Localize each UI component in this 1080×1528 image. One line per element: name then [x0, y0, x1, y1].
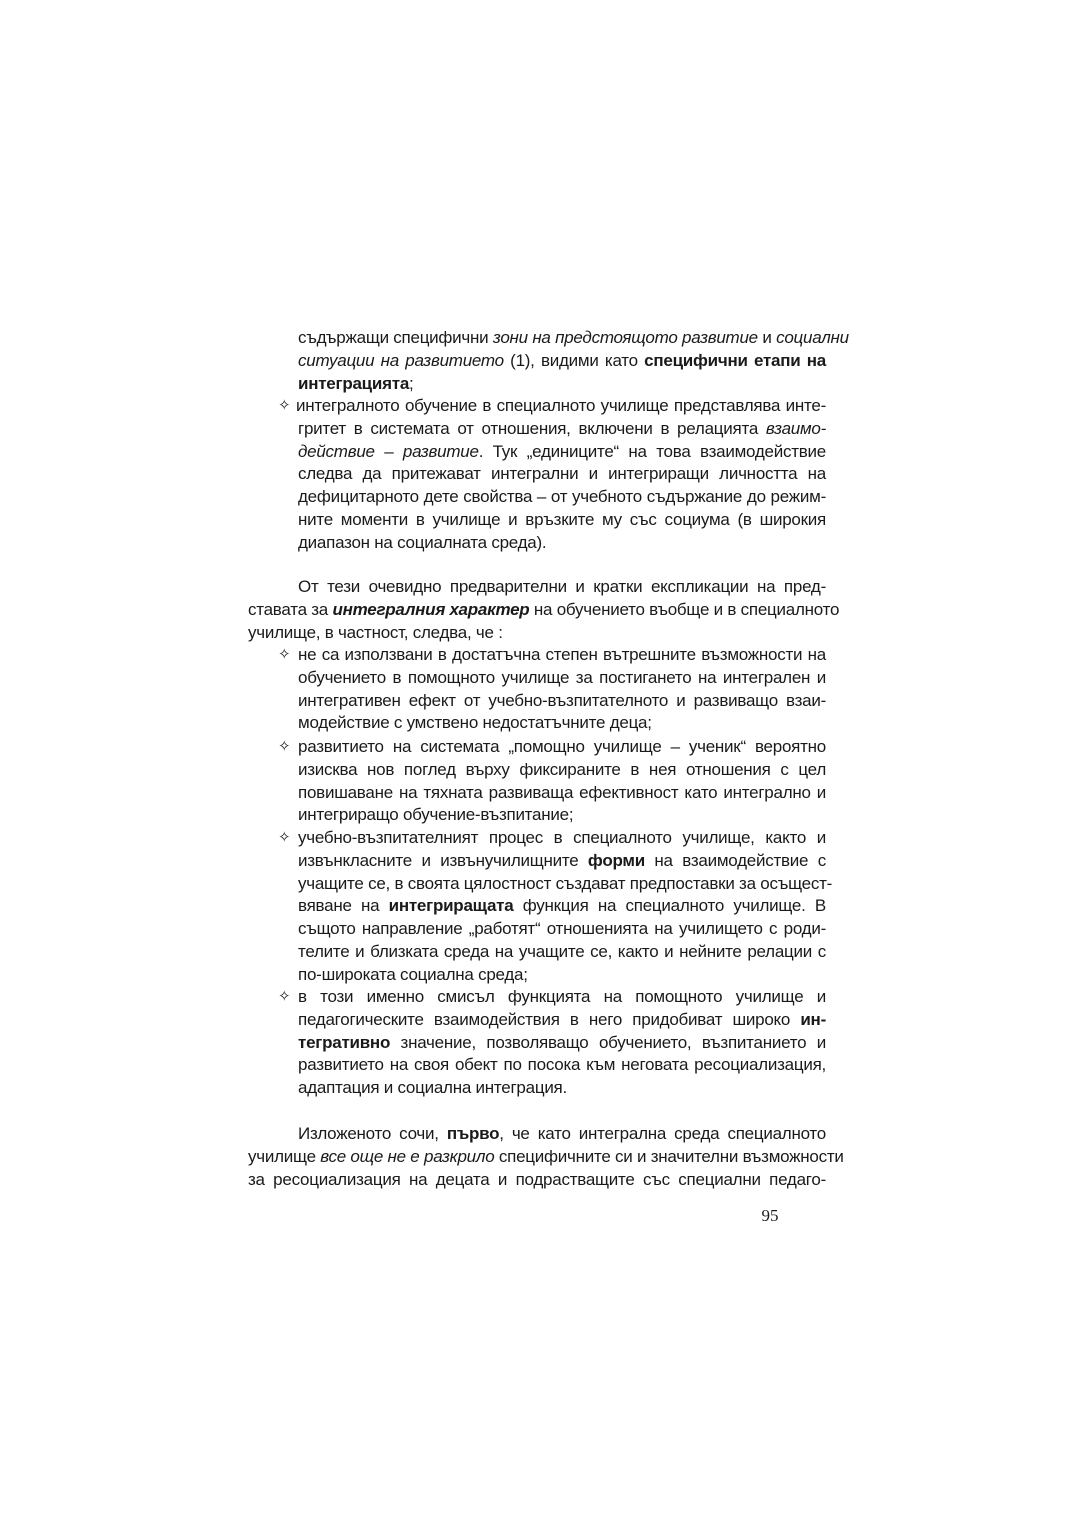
- text-line: [298, 826, 826, 849]
- text-segment: специфични етапи на: [644, 350, 826, 370]
- text-line: [298, 485, 826, 508]
- text-segment: съдържащи специфични: [298, 328, 493, 347]
- text-segment: на обучението въобще и в специалното: [529, 599, 840, 619]
- text-segment: по-широката социална среда;: [298, 964, 528, 984]
- text-line: [298, 689, 826, 712]
- text-segment: ставата за: [248, 599, 333, 619]
- text-line: [298, 349, 826, 372]
- text-line: [298, 575, 826, 598]
- text-line: [298, 1122, 826, 1145]
- text-line: [298, 440, 826, 463]
- text-line: [298, 1008, 826, 1031]
- text-segment: телите и близката среда на учащите се, както и нейните релации с: [298, 942, 826, 961]
- text-segment: форми: [587, 850, 645, 870]
- text-line: [298, 462, 826, 485]
- text-line: [298, 326, 849, 349]
- text-segment: ситуации на развитието: [298, 350, 504, 370]
- text-segment: , че като интегрална среда специалното: [499, 1124, 826, 1143]
- text-segment: интегративен ефект от учебно-възпитателното и развиващо взаи-: [298, 690, 826, 710]
- four-point-star-icon: ✧: [278, 646, 291, 663]
- text-segment: интеграцията: [298, 373, 410, 393]
- text-segment: педагогическите взаимодействия в него придобиват широко: [298, 1009, 801, 1029]
- text-line: [298, 985, 826, 1008]
- text-segment: действие – развитие: [298, 441, 479, 461]
- text-segment: адаптация и социална интеграция.: [298, 1078, 567, 1098]
- text-segment: първо: [446, 1124, 500, 1143]
- text-segment: ин-: [800, 1009, 826, 1029]
- text-line: [298, 508, 826, 531]
- text-segment: следва да притежават интегрални и интегриращи личността на: [298, 464, 826, 484]
- text-segment: вяване на: [298, 896, 389, 916]
- text-segment: тегративно: [298, 1032, 391, 1052]
- text-segment: училище: [248, 1146, 321, 1166]
- text-segment: все още не е разкрило: [320, 1146, 495, 1166]
- text-line: [298, 1031, 826, 1054]
- text-line: [298, 372, 826, 395]
- text-line: [298, 711, 826, 734]
- text-segment: социални: [776, 328, 849, 347]
- text-line: [298, 735, 826, 758]
- four-point-star-icon: ✧: [278, 988, 291, 1005]
- text-segment: в този именно смисъл функцията на помощното училище и: [298, 987, 826, 1006]
- text-line: [298, 963, 826, 986]
- text-segment: интегралния характер: [332, 599, 530, 619]
- text-line: [298, 531, 826, 554]
- text-segment: изисква нов поглед върху фиксираните в нея отношения с цел: [298, 759, 826, 779]
- text-line: [298, 417, 826, 440]
- text-line: [298, 872, 833, 895]
- text-line: [298, 666, 826, 689]
- text-segment: същото направление „работят“ отношенията на училището с роди-: [298, 919, 826, 939]
- text-segment: интегриращата: [388, 896, 514, 916]
- text-line: [298, 643, 826, 666]
- text-line: [298, 1053, 826, 1076]
- text-line: [298, 849, 826, 872]
- text-segment: повишаване на тяхната развиваща ефективност като интегрално и: [298, 782, 826, 802]
- text-segment: (1), видими като: [503, 350, 645, 370]
- text-line: [298, 803, 826, 826]
- text-segment: интегриращо обучение-възпитание;: [298, 805, 574, 825]
- text-segment: дефицитарното дете свойства – от учебното съдържание до режим-: [298, 487, 826, 507]
- page-number: 95: [761, 1206, 779, 1225]
- text-segment: учебно-възпитателният процес в специалното училище, както и: [298, 828, 826, 847]
- text-segment: Изложеното сочи,: [298, 1124, 447, 1143]
- text-segment: и: [757, 328, 777, 347]
- four-point-star-icon: ✧: [278, 829, 291, 846]
- text-line: [248, 598, 840, 621]
- text-segment: . Тук „единиците“ на това взаимодействие: [478, 441, 826, 461]
- text-segment: функция на специалното училище. В: [513, 896, 826, 916]
- text-segment: не са използвани в достатъчна степен вътрешните възможности на: [298, 645, 826, 664]
- text-segment: специфичните си и значителни възможности: [494, 1146, 844, 1166]
- text-segment: взаимо-: [765, 418, 826, 438]
- text-line: [296, 394, 826, 417]
- text-segment: ните моменти в училище и връзките му със социума (в широкия: [298, 510, 826, 529]
- text-line: [298, 940, 826, 963]
- text-line: [248, 621, 826, 644]
- text-line: [248, 1145, 844, 1168]
- four-point-star-icon: ✧: [278, 397, 291, 414]
- text-segment: развитието на системата „помощно училище – ученик“ вероятно: [298, 737, 826, 756]
- text-segment: интегралното обучение в специалното училище представлява инте-: [296, 396, 826, 415]
- text-segment: диапазон на социалната среда).: [298, 532, 547, 552]
- text-line: [298, 917, 826, 940]
- text-segment: значение, позволяващо обучението, възпитанието и: [390, 1032, 826, 1052]
- text-segment: на взаимодействие с: [644, 850, 826, 870]
- text-segment: обучението в помощното училище за постигането на интегрален и: [298, 667, 826, 687]
- text-segment: развитието на своя обект по посока към неговата ресоциализация,: [298, 1055, 826, 1075]
- four-point-star-icon: ✧: [278, 738, 291, 755]
- text-segment: зони на предстоящото развитие: [492, 328, 758, 347]
- text-segment: От тези очевидно предварителни и кратки експликации на пред-: [298, 577, 826, 596]
- text-segment: ;: [409, 373, 414, 393]
- text-segment: модействие с умствено недостатъчните деца;: [298, 713, 652, 733]
- text-line: [298, 781, 826, 804]
- text-segment: училище, в частност, следва, че :: [248, 622, 503, 642]
- text-segment: учащите се, в своята цялостност създават предпоставки за осъщест-: [298, 873, 833, 893]
- text-segment: за ресоциализация на децата и подрастващите със специални педаго-: [248, 1169, 826, 1189]
- text-line: [298, 758, 826, 781]
- text-segment: извънкласните и извънучилищните: [298, 850, 588, 870]
- text-line: [298, 1076, 826, 1099]
- text-line: [248, 1168, 826, 1191]
- text-segment: гритет в системата от отношения, включени в релацията: [298, 418, 766, 438]
- text-line: [298, 894, 826, 917]
